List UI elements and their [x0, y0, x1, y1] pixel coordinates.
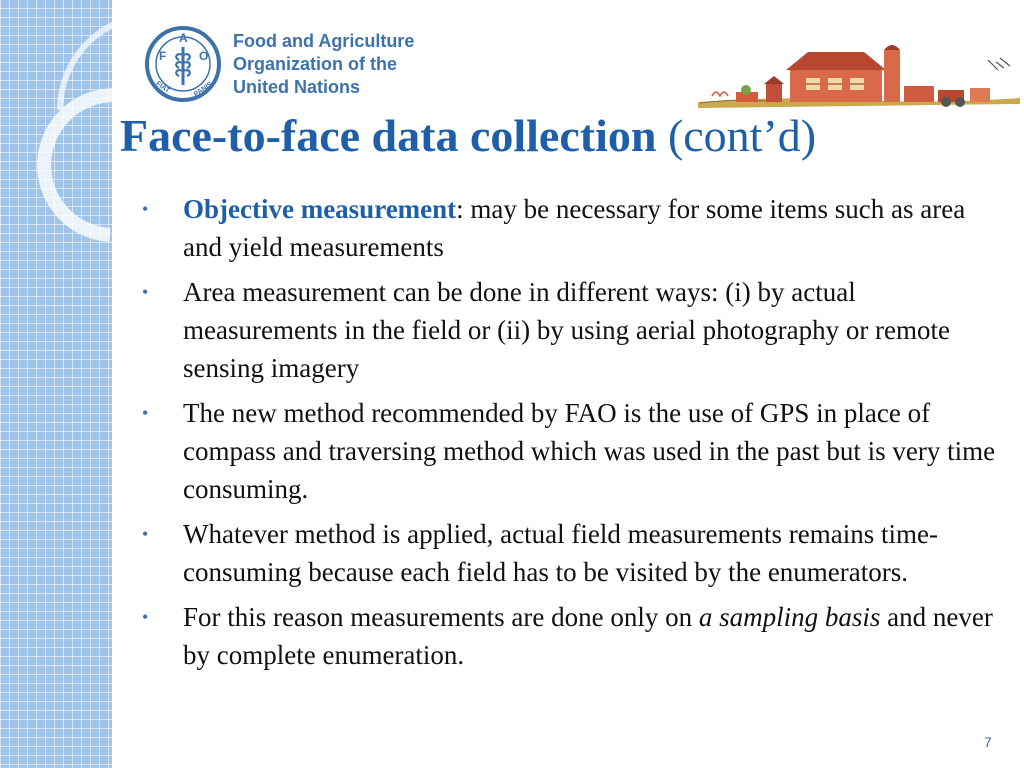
bullet-list: [140, 190, 1010, 681]
bullet-item: [140, 273, 1010, 387]
bullet-text: The new method recommended by FAO is the use of GPS in place of compass and traversing method which was used in the past but is very time consuming.: [183, 398, 996, 504]
organization-name-line-1: Food and Agriculture: [233, 31, 415, 51]
bullet-item: [140, 190, 1010, 266]
bullet-text: : may be necessary for some items such as area and yield measurements: [183, 194, 966, 262]
bullet-dot-icon: •: [142, 199, 149, 219]
bullet-emphasis: a sampling basis: [698, 602, 881, 632]
logo-motto-panis: PANIS: [192, 80, 214, 99]
organization-name-line-3: United Nations: [233, 77, 361, 97]
bullet-dot-icon: •: [142, 282, 149, 302]
bullet-keyword: Objective measurement: [183, 194, 457, 224]
logo-letter-o: O: [199, 49, 209, 63]
bullet-item: [140, 394, 1010, 508]
fao-logo-emblem: [144, 25, 222, 103]
organization-name-line-2: Organization of the: [233, 54, 397, 74]
logo-letter-a: A: [179, 31, 188, 45]
slide-title: [120, 110, 816, 162]
page-number: 7: [984, 734, 992, 750]
bullet-dot-icon: •: [142, 403, 149, 423]
organization-name: [233, 30, 414, 99]
logo-letter-f: F: [159, 49, 167, 63]
bullet-dot-icon: •: [142, 524, 149, 544]
bullet-text: Whatever method is applied, actual field measurements remains time-consuming because each field has to be visited by the enumerators.: [183, 519, 938, 587]
bullet-item: [140, 598, 1010, 674]
logo-motto-fiat: FIAT: [154, 80, 171, 95]
bullet-text-pre: For this reason measurements are done only on: [183, 602, 699, 632]
farm-illustration: [698, 40, 1020, 112]
slide-title-main: Face-to-face data collection: [120, 110, 657, 161]
bullet-text: Area measurement can be done in different ways: (i) by actual measurements in the field or (ii) by using aerial photography or remote sensing imagery: [183, 277, 951, 383]
bullet-item: [140, 515, 1010, 591]
bullet-text-post: and never by complete enumeration.: [183, 602, 993, 670]
bullet-dot-icon: •: [142, 607, 149, 627]
slide-title-suffix: (cont’d): [667, 110, 817, 161]
